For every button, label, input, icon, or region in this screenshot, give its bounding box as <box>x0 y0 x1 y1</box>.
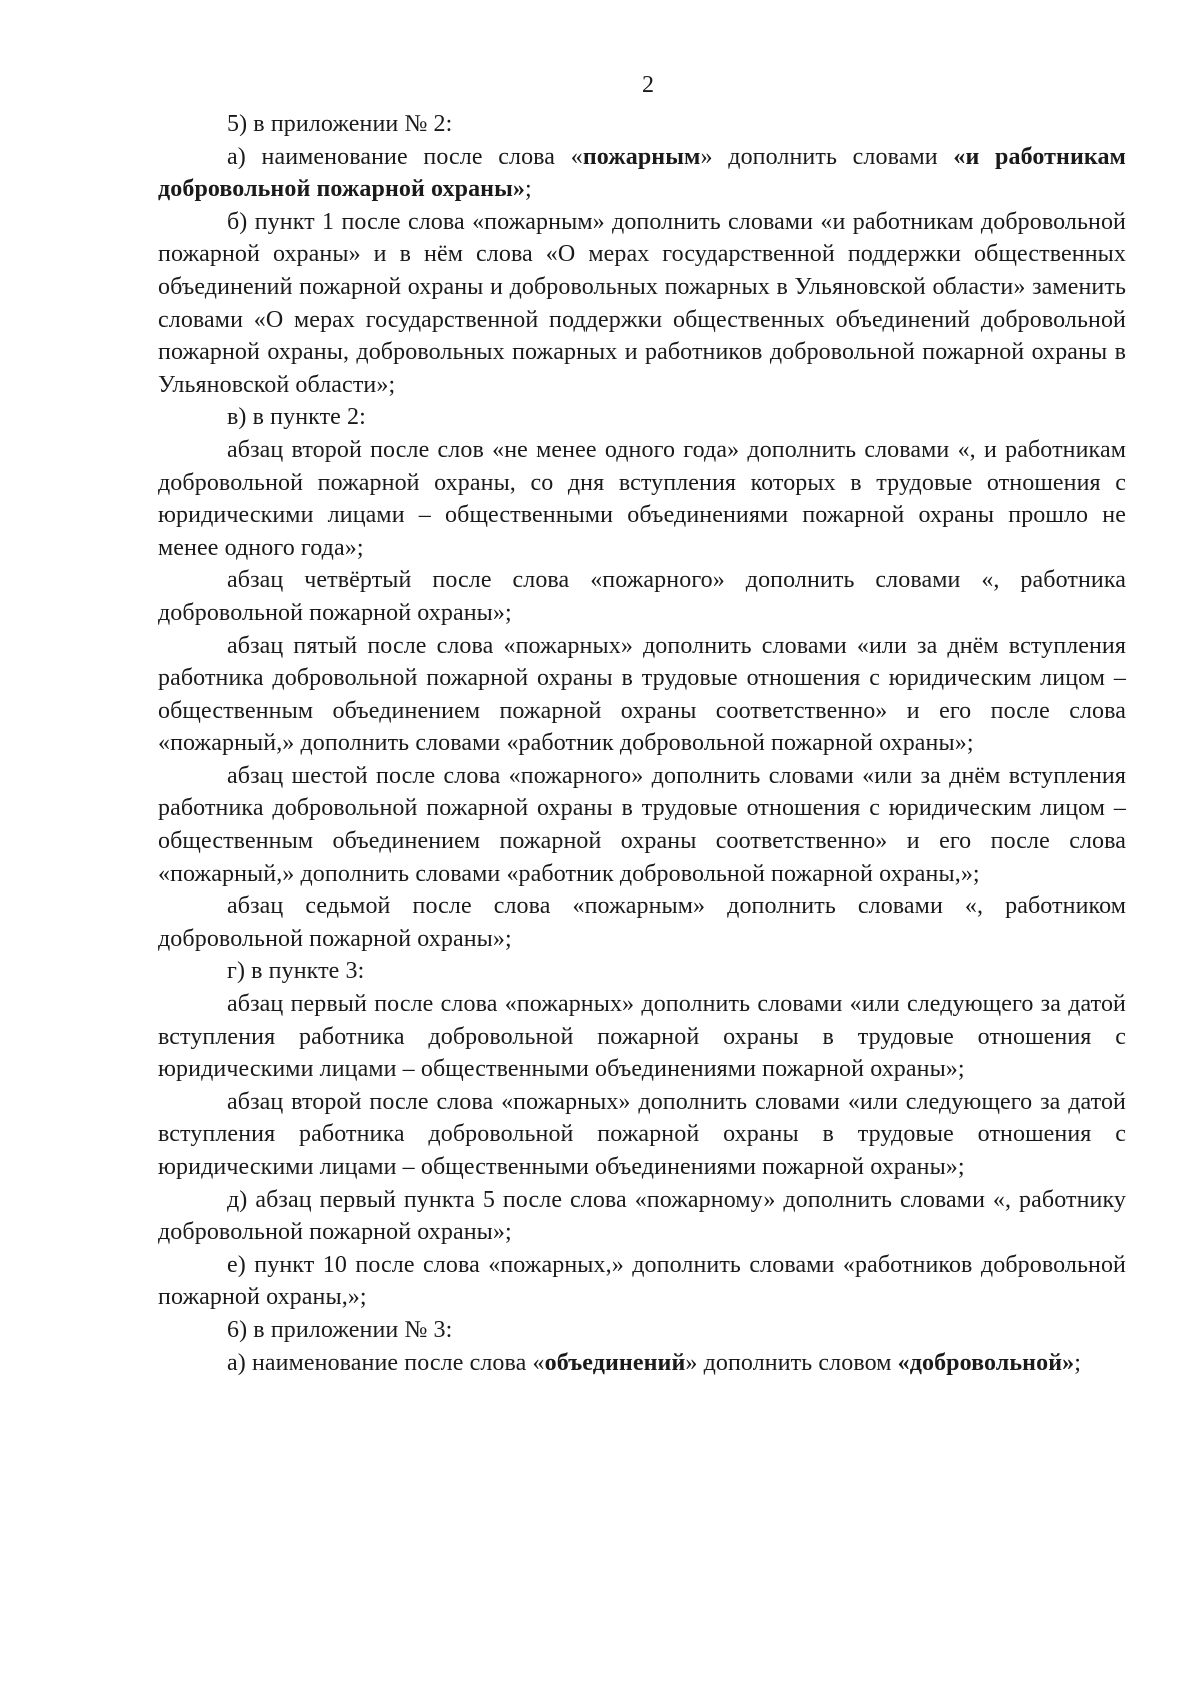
paragraph-6a <box>158 1347 1126 1380</box>
document-page: 2 5) в приложении № 2: а) наименование после слова «пожарным» дополнить словами «и работникам добровольной пожарной охраны»; б) пункт 1 после слова «пожарным» дополнить словами «и работникам добровольной пожарной охраны» и в нём слова «О мерах государственной поддержки общественных объединений пожарной охраны и добровольных пожарных в Ульяновской области» заменить словами «О мерах государственной поддержки общественных объединений добровольной пожарной охраны, добровольных пожарных и работников добровольной пожарной охраны в Ульяновской области»; в) в пункте 2: абзац второй после слов «не менее одного года» дополнить словами «, и работникам добровольной пожарной охраны, со дня вступления которых в трудовые отношения с юридическими лицами – общественными объединениями пожарной охраны прошло не менее одного года»; абзац четвёртый после слова «пожарного» дополнить словами «, работника добровольной пожарной охраны»; абзац пятый после слова «пожарных» дополнить словами «или за днём вступления работника добровольной пожарной охраны в трудовые отношения с юридическим лицом – общественным объединением пожарной охраны соответственно» и его после слова «пожарный,» дополнить словами «работник добровольной пожарной охраны»; абзац шестой после слова «пожарного» дополнить словами «или за днём вступления работника добровольной пожарной охраны в трудовые отношения с юридическим лицом – общественным объединением пожарной охраны соответственно» и его после слова «пожарный,» дополнить словами «работник добровольной пожарной охраны,»; абзац седьмой после слова «пожарным» дополнить словами «, работником добровольной пожарной охраны»; г) в пункте 3: абзац первый после слова «пожарных» дополнить словами «или следующего за датой вступления работника добровольной пожарной охраны в трудовые отношения с юридическими лицами – общественными объединениями пожарной охраны»; абзац второй после слова «пожарных» дополнить словами «или следующего за датой вступления работника добровольной пожарной охраны в трудовые отношения с юридическими лицами – общественными объединениями пожарной охраны»; д) абзац первый пункта 5 после слова «пожарному» дополнить словами «, работнику добровольной пожарной охраны»; е) пункт 10 после слова «пожарных,» дополнить словами «работников добровольной пожарной охраны,»; 6) в приложении № 3: а) наименование после слова «объединений» дополнить словом «добровольной»; <box>0 0 1200 1696</box>
bold-text-run: пожарным <box>582 143 701 170</box>
bold-text-run: «добровольной» <box>897 1349 1075 1376</box>
bold-text-run: «и работникам добровольной пожарной охраны» <box>158 143 1126 203</box>
paragraph-5v-abzac-4: абзац четвёртый после слова «пожарного» дополнить словами «, работника добровольной пожарной охраны»; <box>158 567 1126 626</box>
paragraph-item-6: 6) в приложении № 3: <box>227 1316 453 1343</box>
paragraph-5g-abzac-2: абзац второй после слова «пожарных» дополнить словами «или следующего за датой вступления работника добровольной пожарной охраны в трудовые отношения с юридическими лицами – общественными объединениями пожарной охраны»; <box>158 1088 1126 1180</box>
paragraph-5e: е) пункт 10 после слова «пожарных,» дополнить словами «работников добровольной пожарной охраны,»; <box>158 1251 1126 1311</box>
text-run: ; <box>525 176 532 203</box>
paragraph-5v-abzac-7: абзац седьмой после слова «пожарным» дополнить словами «, работником добровольной пожарной охраны»; <box>158 893 1126 952</box>
document-body <box>158 108 1126 1379</box>
text-run: ; <box>1074 1349 1082 1376</box>
text-run: » дополнить словами <box>700 143 954 170</box>
text-run: » дополнить словом <box>685 1349 898 1376</box>
paragraph-5g-abzac-1: абзац первый после слова «пожарных» дополнить словами «или следующего за датой вступления работника добровольной пожарной охраны в трудовые отношения с юридическими лицами – общественными объединениями пожарной охраны»; <box>158 991 1126 1083</box>
paragraph-5v: в) в пункте 2: <box>227 404 366 431</box>
bold-text-run: объединений <box>544 1349 686 1376</box>
paragraph-5v-abzac-6: абзац шестой после слова «пожарного» дополнить словами «или за днём вступления работника добровольной пожарной охраны в трудовые отношения с юридическим лицом – общественным объединением пожарной охраны соответственно» и его после слова «пожарный,» дополнить словами «работник добровольной пожарной охраны,»; <box>158 762 1126 887</box>
paragraph-5a <box>158 141 1126 206</box>
text-run: а) наименование после слова « <box>227 1349 545 1376</box>
text-run: а) наименование после слова « <box>227 143 583 170</box>
paragraph-5v-abzac-5: абзац пятый после слова «пожарных» дополнить словами «или за днём вступления работника добровольной пожарной охраны в трудовые отношения с юридическим лицом – общественным объединением пожарной охраны соответственно» и его после слова «пожарный,» дополнить словами «работник добровольной пожарной охраны»; <box>158 632 1126 757</box>
paragraph-5v-abzac-2: абзац второй после слов «не менее одного года» дополнить словами «, и работникам добровольной пожарной охраны, со дня вступления которых в трудовые отношения с юридическими лицами – общественными объединениями пожарной охраны прошло не менее одного года»; <box>158 436 1126 561</box>
paragraph-5g: г) в пункте 3: <box>227 958 365 985</box>
paragraph-5b: б) пункт 1 после слова «пожарным» дополнить словами «и работникам добровольной пожарной охраны» и в нём слова «О мерах государственной поддержки общественных объединений пожарной охраны и добровольных пожарных в Ульяновской области» заменить словами «О мерах государственной поддержки общественных объединений добровольной пожарной охраны, добровольных пожарных и работников добровольной пожарной охраны в Ульяновской области»; <box>158 208 1126 398</box>
paragraph-item-5: 5) в приложении № 2: <box>227 111 453 137</box>
paragraph-5d: д) абзац первый пункта 5 после слова «пожарному» дополнить словами «, работнику добровольной пожарной охраны»; <box>158 1186 1126 1246</box>
